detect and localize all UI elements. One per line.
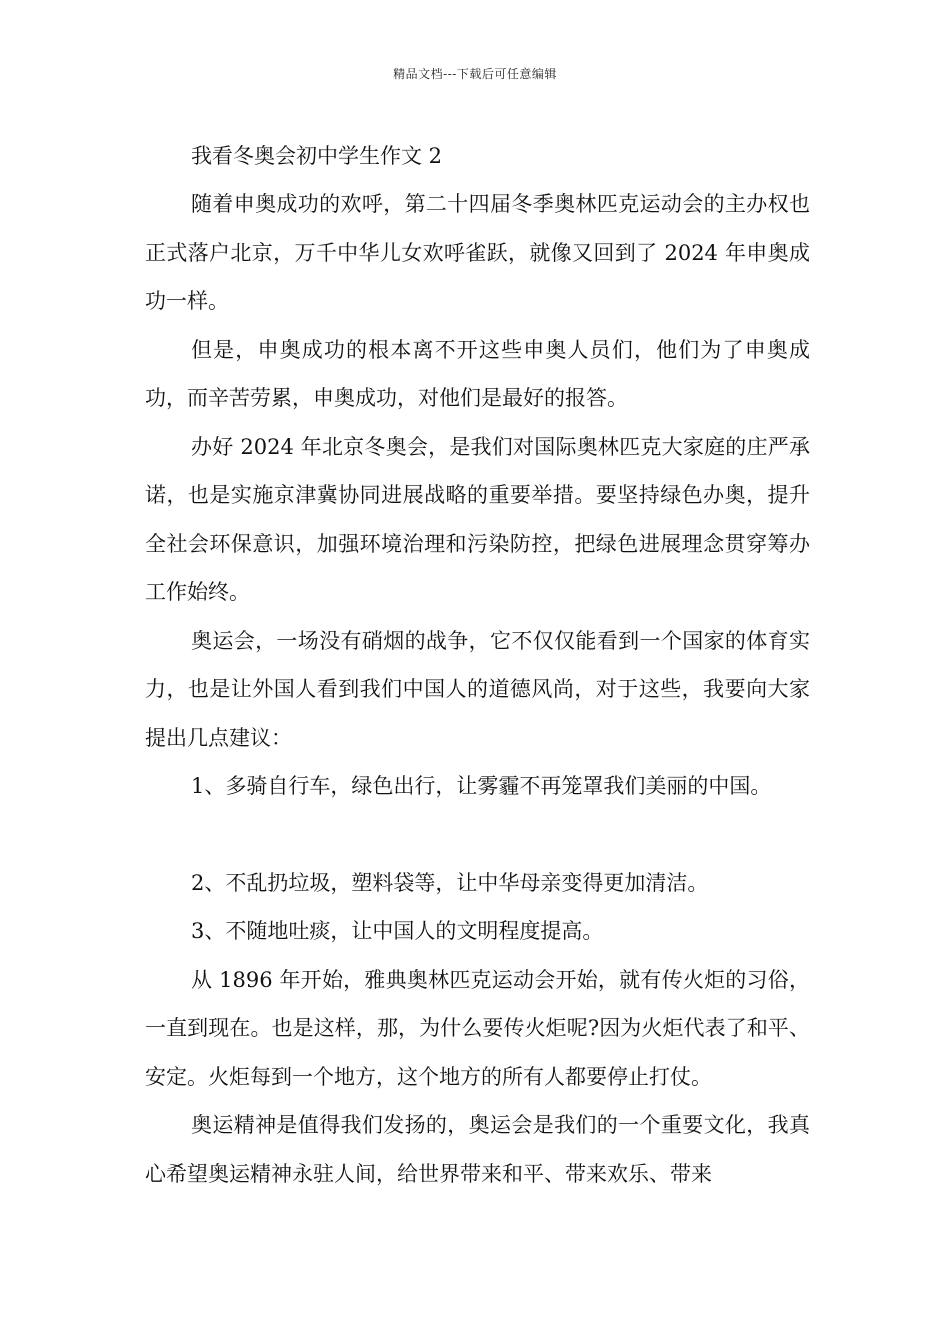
document-body	[145, 132, 810, 1198]
paragraph-3: 办好 2024 年北京冬奥会，是我们对国际奥林匹克大家庭的庄严承诺，也是实施京津冀协同进展战略的重要举措。要坚持绿色办奥，提升全社会环保意识，加强环境治理和污染防控，把绿色进展理念贯穿筹办工作始终。	[145, 434, 810, 604]
paragraph-olympic-spirit: 奥运精神是值得我们发扬的，奥运会是我们的一个重要文化，我真心希望奥运精神永驻人间，给世界带来和平、带来欢乐、带来	[145, 1113, 810, 1186]
paragraph-torch: 从 1896 年开始，雅典奥林匹克运动会开始，就有传火炬的习俗，一直到现在。也是这样，那，为什么要传火炬呢?因为火炬代表了和平、安定。火炬每到一个地方，这个地方的所有人都要停止打仗。	[145, 967, 810, 1089]
suggestion-item-3: 3、不随地吐痰，让中国人的文明程度提高。	[191, 919, 604, 943]
suggestion-item-1: 1、多骑自行车，绿色出行，让雾霾不再笼罩我们美丽的中国。	[191, 774, 772, 798]
paragraph-1: 随着申奥成功的欢呼，第二十四届冬季奥林匹克运动会的主办权也正式落户北京，万千中华儿女欢呼雀跃，就像又回到了 2024 年申奥成功一样。	[145, 192, 810, 313]
page-header: 精品文档---下载后可任意编辑	[393, 67, 557, 81]
paragraph-4: 奥运会，一场没有硝烟的战争，它不仅仅能看到一个国家的体育实力，也是让外国人看到我们中国人的道德风尚，对于这些，我要向大家提出几点建议：	[145, 628, 810, 750]
document-title: 我看冬奥会初中学生作文 2	[191, 144, 443, 168]
paragraph-2: 但是，申奥成功的根本离不开这些申奥人员们，他们为了申奥成功，而辛苦劳累，申奥成功，对他们是最好的报答。	[145, 337, 810, 410]
suggestion-item-2: 2、不乱扔垃圾，塑料袋等，让中华母亲变得更加清洁。	[191, 870, 709, 895]
